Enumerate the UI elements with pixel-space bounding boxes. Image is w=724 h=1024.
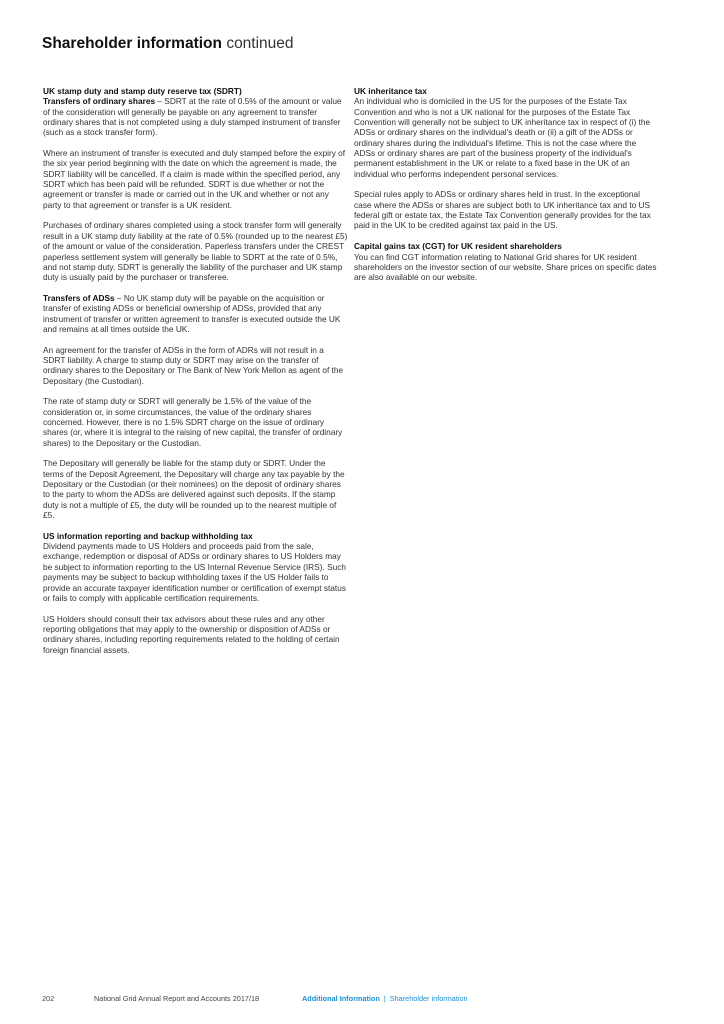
paragraph: Dividend payments made to US Holders and proceeds paid from the sale, exchange, redemption or disposal of ADSs or ordinary shares to US Holders may be subject to information reporting to the US Internal Revenue Service (IRS). Such payments may be subject to backup withholding taxes if the US Holder fails to provide an accurate taxpayer identification number or certification of exempt status or fails to comply with applicable certification requirements. xyxy=(43,541,346,603)
paragraph-lead: Transfers of ordinary shares xyxy=(43,96,156,107)
breadcrumb-separator: | xyxy=(383,994,386,1003)
left-column xyxy=(43,86,348,665)
section-cgt xyxy=(354,241,659,282)
paragraph: The Depositary will generally be liable for the stamp duty or SDRT. Under the terms of the Deposit Agreement, the Depositary will charge any tax payable by the Depositary or the Custodian (or their nominees) on the deposit of ordinary shares to the party to whom the ADSs are delivered against such deposits. If the stamp duty is not a multiple of £5, the duty will be rounded up to the nearest multiple of £5. xyxy=(43,458,345,521)
page-title-suffix: continued xyxy=(226,35,294,52)
paragraph: The rate of stamp duty or SDRT will generally be 1.5% of the value of the consideration or, in some circumstances, the value of the ordinary shares concerned. However, there is no 1.5% SDRT charge on the issue of ordinary shares (or, where it is integral to the raising of new capital, the transfer of ordinary shares) to the Depositary or the Custodian. xyxy=(43,396,343,448)
section-heading: UK stamp duty and stamp duty reserve tax (SDRT) xyxy=(43,86,242,96)
paragraph: Purchases of ordinary shares completed using a stock transfer form will generally result in a UK stamp duty liability at the rate of 0.5% (rounded up to the nearest £5) of the amount or value of the consideration. Paperless transfers under the CREST paperless settlement system will generally be liable to SDRT at the rate of 0.5%, and not stamp duty. SDRT is generally the liability of the purchaser and UK stamp duty is usually paid by the purchaser or transferee. xyxy=(43,220,348,283)
section-heading: UK inheritance tax xyxy=(354,86,427,96)
paragraph: You can find CGT information relating to National Grid shares for UK resident shareholders on the investor section of our website. Share prices on specific dates are also available on our website. xyxy=(354,251,657,283)
section-sdrt xyxy=(43,86,348,520)
section-heading: Capital gains tax (CGT) for UK resident shareholders xyxy=(354,241,562,252)
section-us-reporting xyxy=(43,531,348,655)
paragraph xyxy=(43,293,348,334)
paragraph xyxy=(43,96,348,137)
page-title-main: Shareholder information xyxy=(42,35,222,52)
breadcrumb-section[interactable]: Additional Information xyxy=(302,994,380,1003)
page-number: 202 xyxy=(42,994,55,1003)
paragraph-lead: Transfers of ADSs xyxy=(43,292,115,303)
paragraph: An individual who is domiciled in the US for the purposes of the Estate Tax Convention and who is not a UK national for the purposes of the Estate Tax Convention will generally not be subject to UK inheritance tax in respect of (i) the ADSs or ordinary shares on the individual's death or (ii) a gift of the ADSs or ordinary shares during the individual's lifetime. This is not the case where the ADSs or ordinary shares are part of the business property of the individual's permanent establishment in the UK or relate to a fixed base in the UK of an individual who performs independent personal services. xyxy=(354,96,651,179)
section-heading: US information reporting and backup withholding tax xyxy=(43,530,253,541)
right-column xyxy=(354,86,659,293)
paragraph: US Holders should consult their tax advisors about these rules and any other reporting obligations that may apply to the ownership or disposition of ADSs or ordinary shares, including reporting requirements related to the holding of certain foreign financial assets. xyxy=(43,613,340,655)
page-title xyxy=(42,35,294,53)
section-inheritance-tax xyxy=(354,86,659,231)
paragraph-text: – SDRT at the rate of 0.5% of the amount or value of the consideration will generally be payable on any agreement to transfer ordinary shares that is not completed using a duly stamped instrument of transfer (such as a stock transfer form). xyxy=(43,96,342,138)
report-name: National Grid Annual Report and Accounts 2017/18 xyxy=(94,994,260,1003)
breadcrumb-subsection[interactable]: Shareholder information xyxy=(389,994,468,1003)
paragraph-text: – No UK stamp duty will be payable on the acquisition or transfer of existing ADSs or beneficial ownership of ADSs, provided that any instrument of transfer or written agreement to transfer is executed outside the UK and remains at all times outside the UK. xyxy=(43,292,341,334)
paragraph: An agreement for the transfer of ADSs in the form of ADRs will not result in a SDRT liability. A charge to stamp duty or SDRT may arise on the transfer of ordinary shares to the Depositary or The Bank of New York Mellon as agent of the Depositary (the Custodian). xyxy=(43,344,344,386)
paragraph: Where an instrument of transfer is executed and duly stamped before the expiry of the six year period beginning with the date on which the agreement is made, the SDRT liability will be cancelled. If a claim is made within the specified period, any SDRT which has been paid will be refunded. SDRT is due whether or not the agreement or transfer is made or carried out in the UK and whether or not any party to that agreement or transfer is a UK resident. xyxy=(43,148,346,210)
footer-breadcrumb xyxy=(302,994,468,1003)
paragraph: Special rules apply to ADSs or ordinary shares held in trust. In the exceptional case where the ADSs or shares are subject both to UK inheritance tax and to US federal gift or estate tax, the Estate Tax Convention generally provides for the tax paid in the UK to be credited against tax paid in the US. xyxy=(354,189,651,231)
